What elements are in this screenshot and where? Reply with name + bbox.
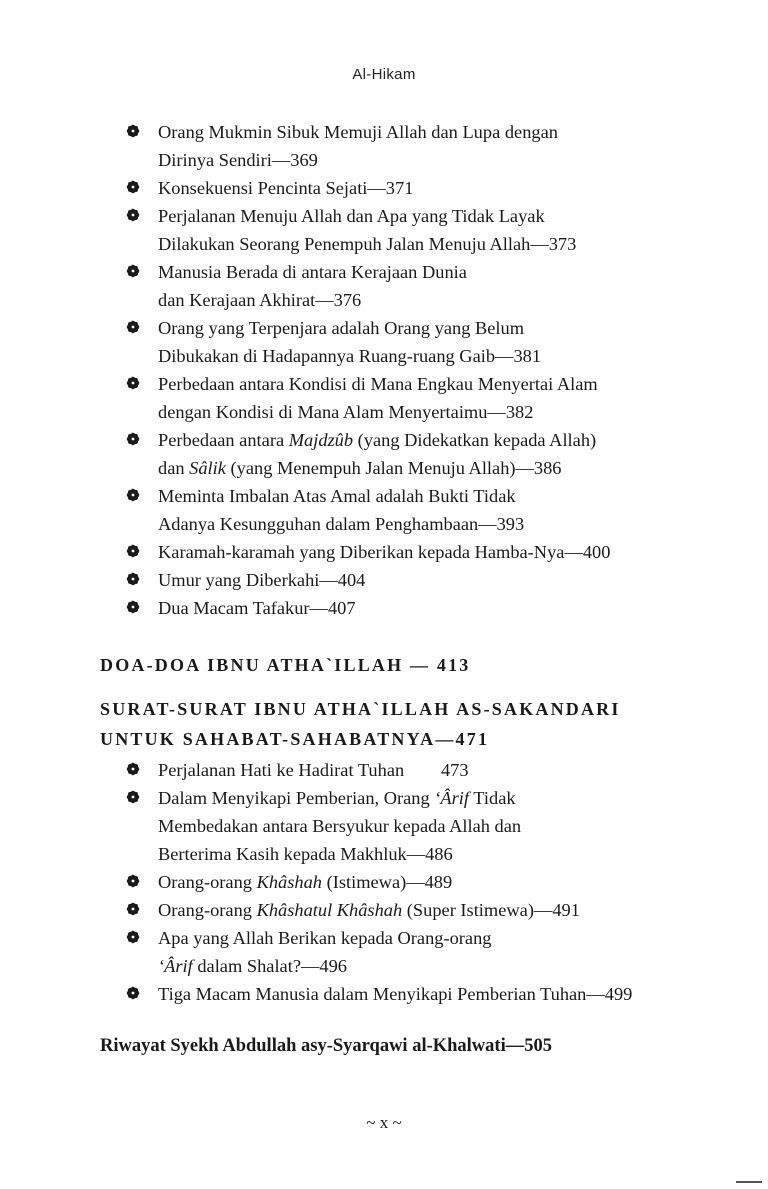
toc-entry-text: Meminta Imbalan Atas Amal adalah Bukti Tidak — [158, 486, 516, 506]
toc-entry-line — [158, 398, 726, 426]
toc-entry[interactable] — [126, 896, 726, 924]
toc-entry-text: Tidak — [469, 788, 516, 808]
toc-entry-text: (Istimewa)—489 — [321, 872, 453, 892]
toc-entry-text: Perbedaan antara Kondisi di Mana Engkau Menyertai Alam — [158, 374, 598, 394]
toc-entry-italic-term: Sâlik — [189, 458, 226, 478]
toc-entry-text: (Super Istimewa)—491 — [402, 900, 580, 920]
toc-entry-italic-term: Khâshatul Khâshah — [256, 900, 403, 920]
toc-entry-line — [158, 286, 726, 314]
rosette-bullet-icon — [126, 986, 140, 1000]
toc-entry[interactable] — [126, 538, 726, 566]
rosette-bullet-icon — [126, 488, 140, 502]
toc-entry-line — [158, 538, 726, 566]
toc-entry-text: Umur yang Diberkahi—404 — [158, 570, 366, 590]
toc-entry-line — [158, 146, 726, 174]
section-heading-doa-text: DOA-DOA IBNU ATHA`ILLAH — 413 — [100, 655, 471, 675]
toc-entry[interactable] — [126, 174, 726, 202]
toc-entry[interactable] — [126, 370, 726, 426]
toc-entry[interactable] — [126, 314, 726, 370]
rosette-bullet-icon — [126, 180, 140, 194]
toc-entry-text: Orang yang Terpenjara adalah Orang yang Belum — [158, 318, 525, 338]
toc-entry-line — [158, 840, 726, 868]
rosette-bullet-icon — [126, 124, 140, 138]
toc-entry-text: Perbedaan antara — [158, 430, 289, 450]
toc-entry-line — [158, 230, 726, 258]
section-heading-surat[interactable] — [100, 694, 720, 754]
rosette-bullet-icon — [126, 544, 140, 558]
rosette-bullet-icon — [126, 930, 140, 944]
toc-entry-text: dengan Kondisi di Mana Alam Menyertaimu—382 — [158, 402, 534, 422]
toc-entry-line — [158, 314, 726, 342]
rosette-bullet-icon — [126, 762, 140, 776]
section-heading-doa[interactable] — [100, 650, 720, 680]
toc-entry[interactable] — [126, 594, 726, 622]
toc-entry-line — [158, 756, 726, 784]
toc-entry-text: Orang-orang — [158, 900, 257, 920]
toc-entry-text: Membedakan antara Bersyukur kepada Allah dan — [158, 816, 522, 836]
toc-list-main — [126, 118, 726, 622]
rosette-bullet-icon — [126, 874, 140, 888]
toc-entry-text: Konsekuensi Pencinta Sejati—371 — [158, 178, 414, 198]
toc-entry-text: Dibukakan di Hadapannya Ruang-ruang Gaib—381 — [158, 346, 542, 366]
toc-entry[interactable] — [126, 756, 726, 784]
toc-entry-line — [158, 952, 726, 980]
toc-entry-text: Perjalanan Menuju Allah dan Apa yang Tidak Layak — [158, 206, 545, 226]
toc-entry-text: Orang Mukmin Sibuk Memuji Allah dan Lupa dengan — [158, 122, 558, 142]
toc-entry-text: Karamah-karamah yang Diberikan kepada Hamba-Nya—400 — [158, 542, 611, 562]
toc-entry-line — [158, 426, 726, 454]
rosette-bullet-icon — [126, 572, 140, 586]
rosette-bullet-icon — [126, 320, 140, 334]
toc-entry-text: Berterima Kasih kepada Makhluk—486 — [158, 844, 453, 864]
toc-entry-line — [158, 784, 726, 812]
rosette-bullet-icon — [126, 790, 140, 804]
toc-list-letters — [126, 756, 726, 1008]
toc-entry-line — [158, 202, 726, 230]
rosette-bullet-icon — [126, 902, 140, 916]
toc-entry[interactable] — [126, 258, 726, 314]
toc-entry[interactable] — [126, 784, 726, 868]
toc-entry-line — [158, 510, 726, 538]
corner-mark — [736, 1181, 762, 1183]
page-number: ~ x ~ — [366, 1113, 402, 1132]
toc-entry[interactable] — [126, 482, 726, 538]
toc-entry-line — [158, 868, 726, 896]
toc-entry-line — [158, 258, 726, 286]
toc-entry[interactable] — [126, 426, 726, 482]
toc-entry[interactable] — [126, 980, 726, 1008]
toc-entry-text: Apa yang Allah Berikan kepada Orang-orang — [158, 928, 492, 948]
toc-entry-line — [158, 174, 726, 202]
toc-entry-line — [158, 594, 726, 622]
rosette-bullet-icon — [126, 376, 140, 390]
toc-entry-text: Adanya Kesungguhan dalam Penghambaan—393 — [158, 514, 525, 534]
toc-entry-text: Tiga Macam Manusia dalam Menyikapi Pemberian Tuhan—499 — [158, 984, 633, 1004]
rosette-bullet-icon — [126, 600, 140, 614]
toc-entry-line — [158, 118, 726, 146]
toc-entry-text: Dalam Menyikapi Pemberian, Orang — [158, 788, 435, 808]
toc-entry-line — [158, 566, 726, 594]
toc-entry-text: Dilakukan Seorang Penempuh Jalan Menuju Allah—373 — [158, 234, 577, 254]
running-header-title: Al-Hikam — [352, 66, 416, 83]
section-heading-surat-line-1: SURAT-SURAT IBNU ATHA`ILLAH AS-SAKANDARI — [100, 699, 621, 719]
toc-entry-italic-term: ‘Ârif — [434, 788, 470, 808]
toc-entry-line — [158, 482, 726, 510]
toc-entry-text: Perjalanan Hati ke Hadirat Tuhan 473 — [158, 760, 469, 780]
toc-entry-text: dan Kerajaan Akhirat—376 — [158, 290, 362, 310]
toc-entry-text: Dua Macam Tafakur—407 — [158, 598, 356, 618]
toc-entry-line — [158, 980, 726, 1008]
toc-entry-italic-term: Majdzûb — [288, 430, 354, 450]
toc-entry-text: Manusia Berada di antara Kerajaan Dunia — [158, 262, 467, 282]
toc-entry-text: dalam Shalat?—496 — [192, 956, 347, 976]
rosette-bullet-icon — [126, 264, 140, 278]
section-heading-surat-line-2: UNTUK SAHABAT-SAHABATNYA—471 — [100, 729, 490, 749]
toc-entry[interactable] — [126, 118, 726, 174]
toc-entry-text: (yang Didekatkan kepada Allah) — [353, 430, 597, 450]
toc-entry-line — [158, 924, 726, 952]
toc-entry-line — [158, 370, 726, 398]
toc-entry[interactable] — [126, 566, 726, 594]
toc-entry-line — [158, 812, 726, 840]
toc-entry-line — [158, 896, 726, 924]
toc-entry-italic-term: Khâshah — [256, 872, 322, 892]
toc-entry[interactable] — [126, 868, 726, 896]
toc-entry-line — [158, 454, 726, 482]
toc-entry-italic-term: ‘Ârif — [158, 956, 193, 976]
toc-entry-text: (yang Menempuh Jalan Menuju Allah)—386 — [225, 458, 562, 478]
rosette-bullet-icon — [126, 432, 140, 446]
toc-entry-text: Orang-orang — [158, 872, 257, 892]
toc-entry-text: Dirinya Sendiri—369 — [158, 150, 318, 170]
rosette-bullet-icon — [126, 208, 140, 222]
toc-entry[interactable] — [126, 924, 726, 980]
toc-entry[interactable] — [126, 202, 726, 258]
toc-entry-line — [158, 342, 726, 370]
toc-entry-text: dan — [158, 458, 190, 478]
section-heading-riwayat[interactable]: Riwayat Syekh Abdullah asy-Syarqawi al-Khalwati—505 — [100, 1036, 552, 1056]
